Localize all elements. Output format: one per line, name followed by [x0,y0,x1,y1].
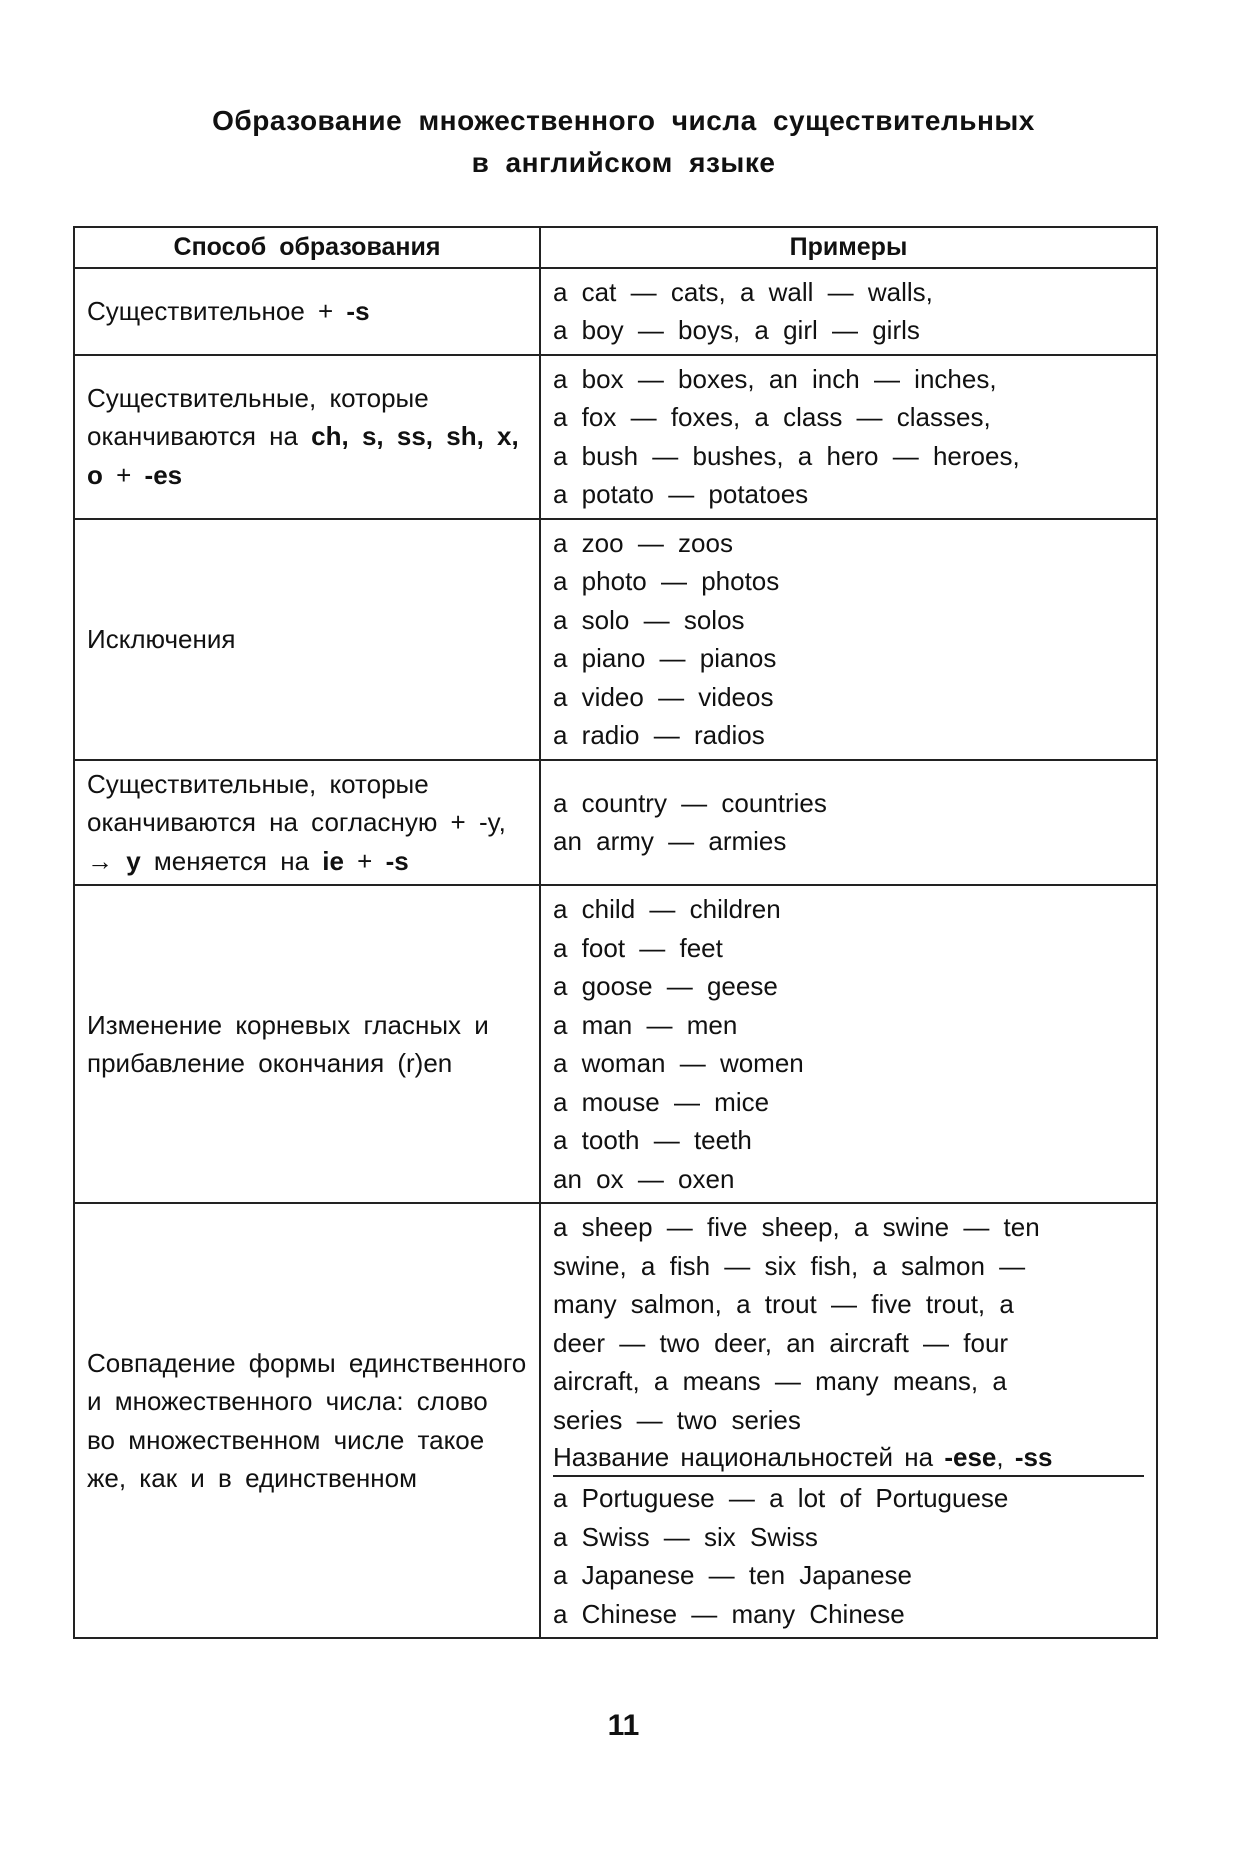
example-line: a photo — photos [553,566,780,596]
example-line: a foot — feet [553,932,723,963]
example-line: an army — armies [553,826,787,857]
method-cell [74,1203,540,1638]
example-line: a tooth — teeth [553,1125,752,1155]
method-cell [74,268,540,355]
column-header-method: Способ образования [74,227,540,268]
example-line: a sheep — five sheep, a swine — ten [553,1212,1040,1242]
examples-cell [540,1203,1157,1638]
text-run: + [343,845,386,876]
table-row [74,268,1157,355]
example-line: a radio — radios [553,720,765,750]
table-row [74,885,1157,1203]
example-line: series — two series [553,1404,801,1435]
examples-cell [540,760,1157,886]
example-line: a Japanese — ten Japanese [553,1560,913,1590]
text-run: Существительные, которые оканчиваются на [87,382,429,452]
table-row [74,760,1157,886]
example-line: a box — boxes, an inch — inches, [553,363,997,394]
text-run: Существительное + [87,295,347,326]
table-body [74,268,1157,1639]
text-run: , [996,1442,1015,1472]
column-header-examples: Примеры [540,227,1157,268]
example-line: a solo — solos [553,604,745,635]
example-line: a piano — pianos [553,643,777,673]
examples-cell [540,268,1157,355]
text-run: Название национальностей на [553,1442,945,1472]
plural-rules-table [73,226,1158,1639]
example-line: a fox — foxes, a class — classes, [553,402,991,432]
example-line: aircraft, a means — many means, a [553,1366,1007,1396]
bold-text-run: y [126,845,141,876]
table-header-row [74,227,1157,268]
example-line: a video — videos [553,681,774,712]
bold-text-run: ch, s, ss, sh, x, o [87,421,519,490]
examples-cell [540,885,1157,1203]
table-row [74,1203,1157,1638]
examples-cell [540,519,1157,760]
example-line: a country — countries [553,787,827,818]
bold-text-run: -ss [1014,1442,1053,1472]
text-run: меняется на [140,845,323,876]
example-line: a woman — women [553,1048,804,1078]
bold-text-run: -s [346,295,370,326]
example-line: many salmon, a trout — five trout, a [553,1289,1014,1319]
example-line: a Chinese — many Chinese [553,1598,905,1629]
method-cell [74,760,540,886]
method-cell [74,519,540,760]
bold-text-run: -es [144,459,183,490]
page-title-line-1: Образование множественного числа существительных [212,105,1035,136]
examples-cell [540,355,1157,519]
page-title-line-2: в английском языке [471,147,776,178]
example-line: a boy — boys, a girl — girls [553,315,920,345]
example-line: a zoo — zoos [553,527,733,558]
text-run: Исключения [87,623,236,654]
page-title [0,100,1247,184]
bold-text-run: -ese [944,1442,997,1472]
method-cell [74,885,540,1203]
example-line: swine, a fish — six fish, a salmon — [553,1250,1026,1281]
example-line: a mouse — mice [553,1086,770,1117]
example-line: a cat — cats, a wall — walls, [553,276,933,307]
table-row [74,519,1157,760]
example-line: a child — children [553,894,781,924]
text-run: Существительные, которые оканчиваются на согласную + -y, → [87,768,506,876]
example-line: a man — men [553,1009,738,1040]
example-line: a potato — potatoes [553,479,809,509]
text-run: + [102,459,145,490]
example-line: deer — two deer, an aircraft — four [553,1327,1009,1358]
table-row [74,355,1157,519]
example-line: a bush — bushes, a hero — heroes, [553,440,1020,471]
example-line: a Portuguese — a lot of Portuguese [553,1483,1009,1513]
bold-text-run: -s [385,845,409,876]
example-line: a goose — geese [553,971,778,1001]
example-line: a Swiss — six Swiss [553,1521,818,1552]
nationalities-subheading [553,1439,1144,1477]
text-run: Изменение корневых гласных и прибавление окончания (r)en [87,1009,489,1078]
text-run: Совпадение формы единственного и множественного числа: слово во множественном числе такое же, как и в единственном [87,1347,527,1493]
example-line: an ox — oxen [553,1163,735,1194]
page-number: 11 [607,1709,640,1742]
method-cell [74,355,540,519]
bold-text-run: ie [322,845,344,876]
